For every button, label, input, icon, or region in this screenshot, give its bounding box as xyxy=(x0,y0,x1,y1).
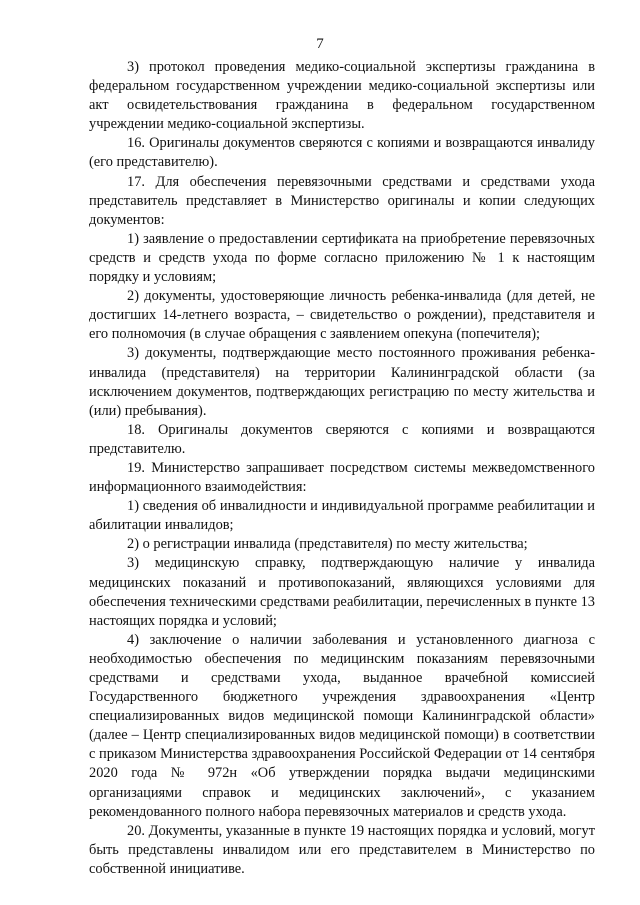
paragraph-17-item-3: 3) документы, подтверждающие место постоянного проживания ребенка-инвалида (представителя) на территории Калининградской области (за исключением документов, подтверждающих регистрацию по месту жительства и (или) пребывания). xyxy=(89,345,595,419)
page-number: 7 xyxy=(316,36,324,52)
document-body xyxy=(89,58,595,879)
paragraph-19-item-3: 3) медицинскую справку, подтверждающую наличие у инвалида медицинских показаний и противопоказаний, являющихся условиями для обеспечения техническими средствами реабилитации, перечисленных в пункте 13 настоящих порядка и условий; xyxy=(89,555,595,629)
paragraph-17: 17. Для обеспечения перевязочными средствами и средствами ухода представитель представляет в Министерство оригиналы и копии следующих документов: xyxy=(89,173,595,228)
paragraph-17-item-2: 2) документы, удостоверяющие личность ребенка-инвалида (для детей, не достигших 14-летнего возраста, – свидетельство о рождении), представителя и его полномочия (в случае обращения с заявлением опекуна (попечителя); xyxy=(89,288,595,343)
paragraph-19-item-4: 4) заключение о наличии заболевания и установленного диагноза с необходимостью обеспечения по медицинским показаниям перевязочными средствами и средствами ухода, выданное врачебной комиссией Государственного бюджетного учреждения здравоохранения «Центр специализированных видов медицинской помощи Калининградской области» (далее – Центр специализированных видов медицинской помощи) в соответствии с приказом Министерства здравоохранения Российской Федерации от 14 сентября 2020 года № 972н «Об утверждении порядка выдачи медицинскими организациями справок и медицинских заключений», с указанием рекомендованного полного набора перевязочных материалов и средств ухода. xyxy=(89,631,595,820)
paragraph-16: 16. Оригиналы документов сверяются с копиями и возвращаются инвалиду (его представителю). xyxy=(89,135,595,171)
paragraph-19-item-1: 1) сведения об инвалидности и индивидуальной программе реабилитации и абилитации инвалидов; xyxy=(89,498,595,534)
paragraph-item-3-protocol: 3) протокол проведения медико-социальной экспертизы гражданина в федеральном государственном учреждении медико-социальной экспертизы или акт освидетельствования гражданина в федеральном государственном учреждении медико-социальной экспертизы. xyxy=(89,59,595,133)
paragraph-19-item-2: 2) о регистрации инвалида (представителя) по месту жительства; xyxy=(127,536,528,553)
paragraph-18: 18. Оригиналы документов сверяются с копиями и возвращаются представителю. xyxy=(89,421,595,457)
paragraph-17-item-1: 1) заявление о предоставлении сертификата на приобретение перевязочных средств и средств ухода по форме согласно приложению № 1 к настоящим порядку и условиям; xyxy=(89,230,595,286)
paragraph-20: 20. Документы, указанные в пункте 19 настоящих порядка и условий, могут быть представлены инвалидом или его представителем в Министерство по собственной инициативе. xyxy=(89,822,595,877)
paragraph-19: 19. Министерство запрашивает посредством системы межведомственного информационного взаимодействия: xyxy=(89,459,595,496)
